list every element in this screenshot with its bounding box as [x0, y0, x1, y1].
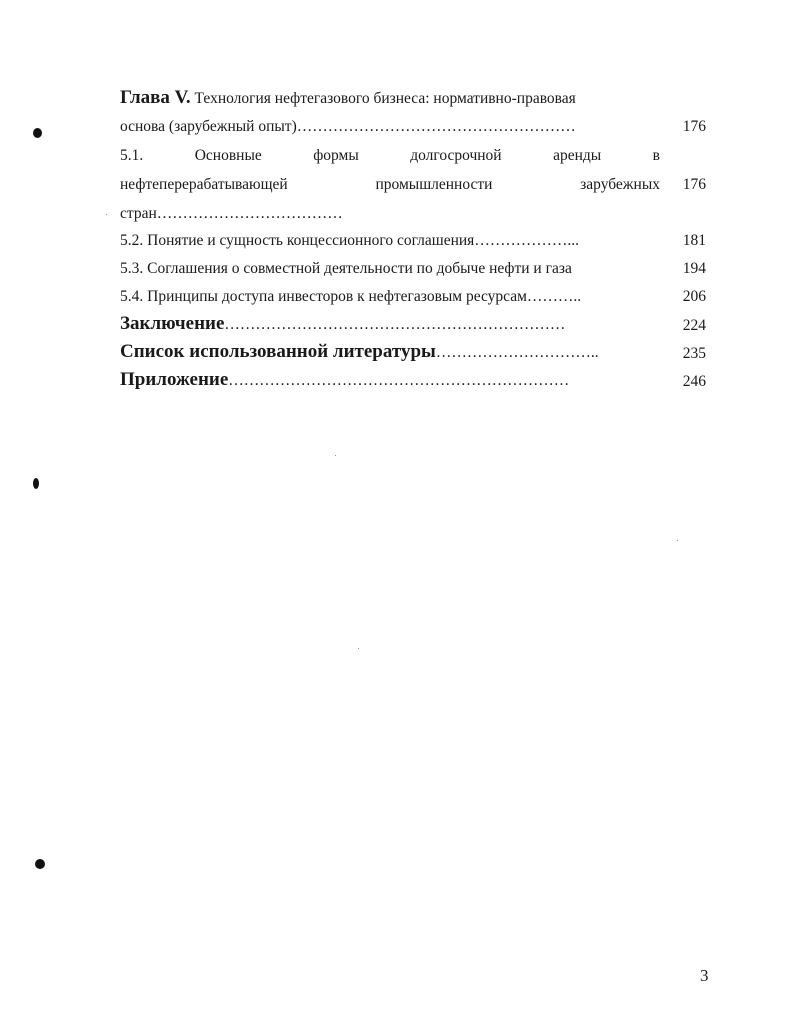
toc-s5-3-text: 5.3. Соглашения о совместной деятельности по добыче нефти и газа [120, 260, 572, 277]
scan-speck [335, 455, 336, 456]
toc-s5-1-word: зарубежных [580, 176, 660, 193]
scan-speck [677, 540, 678, 541]
toc-s5-1-line1 [120, 146, 660, 166]
toc-chapter5-line1 [120, 88, 576, 109]
toc-chapter5-title-line1: Технология нефтегазового бизнеса: нормативно-правовая [194, 90, 576, 107]
toc-s5-1-word: 5.1. [120, 147, 144, 164]
toc-s5-1-word: аренды [553, 147, 602, 164]
toc-references-label: Список использованной литературы [120, 341, 436, 362]
toc-conclusion [120, 314, 565, 335]
toc-s5-2-page: 181 [682, 232, 706, 249]
toc-conclusion-label: Заключение [120, 313, 225, 334]
toc-appendix-dots: ………………………………………………………… [228, 372, 570, 389]
toc-appendix [120, 370, 569, 391]
toc-conclusion-dots: ………………………………………………………… [224, 316, 566, 333]
toc-references-page: 235 [682, 345, 706, 362]
toc-conclusion-page: 224 [682, 317, 706, 334]
scan-speck [358, 648, 359, 649]
punch-hole-mark [33, 128, 42, 138]
toc-references [120, 342, 599, 363]
toc-s5-1-word: в [652, 147, 660, 164]
toc-s5-1-word: Основные [194, 147, 262, 164]
toc-chapter5-title-line2: основа (зарубежный опыт)……………………………………………… [120, 118, 576, 135]
toc-s5-1-word: нефтеперерабатывающей [120, 176, 288, 193]
toc-s5-1-line3: стран……………………………… [120, 205, 343, 222]
punch-hole-mark [35, 859, 45, 869]
punch-hole-mark [33, 478, 39, 489]
toc-s5-4-page: 206 [682, 288, 706, 305]
toc-s5-1-page: 176 [682, 176, 706, 193]
toc-s5-1-word: формы [313, 147, 359, 164]
toc-appendix-page: 246 [682, 373, 706, 390]
toc-chapter5-page: 176 [682, 118, 706, 135]
toc-s5-3-page: 194 [682, 260, 706, 277]
toc-s5-4-text: 5.4. Принципы доступа инвесторов к нефтегазовым ресурсам……….. [120, 288, 582, 305]
toc-s5-1-word: долгосрочной [410, 147, 502, 164]
toc-s5-2-text: 5.2. Понятие и сущность концессионного соглашения………………... [120, 232, 579, 249]
toc-references-dots: ………………………….. [435, 344, 599, 361]
toc-s5-1-word: промышленности [375, 176, 493, 193]
toc-appendix-label: Приложение [120, 369, 229, 390]
toc-chapter5-label: Глава V. [120, 87, 191, 108]
page-number: 3 [700, 966, 709, 985]
toc-s5-1-line2 [120, 175, 660, 195]
scan-speck [106, 214, 107, 215]
